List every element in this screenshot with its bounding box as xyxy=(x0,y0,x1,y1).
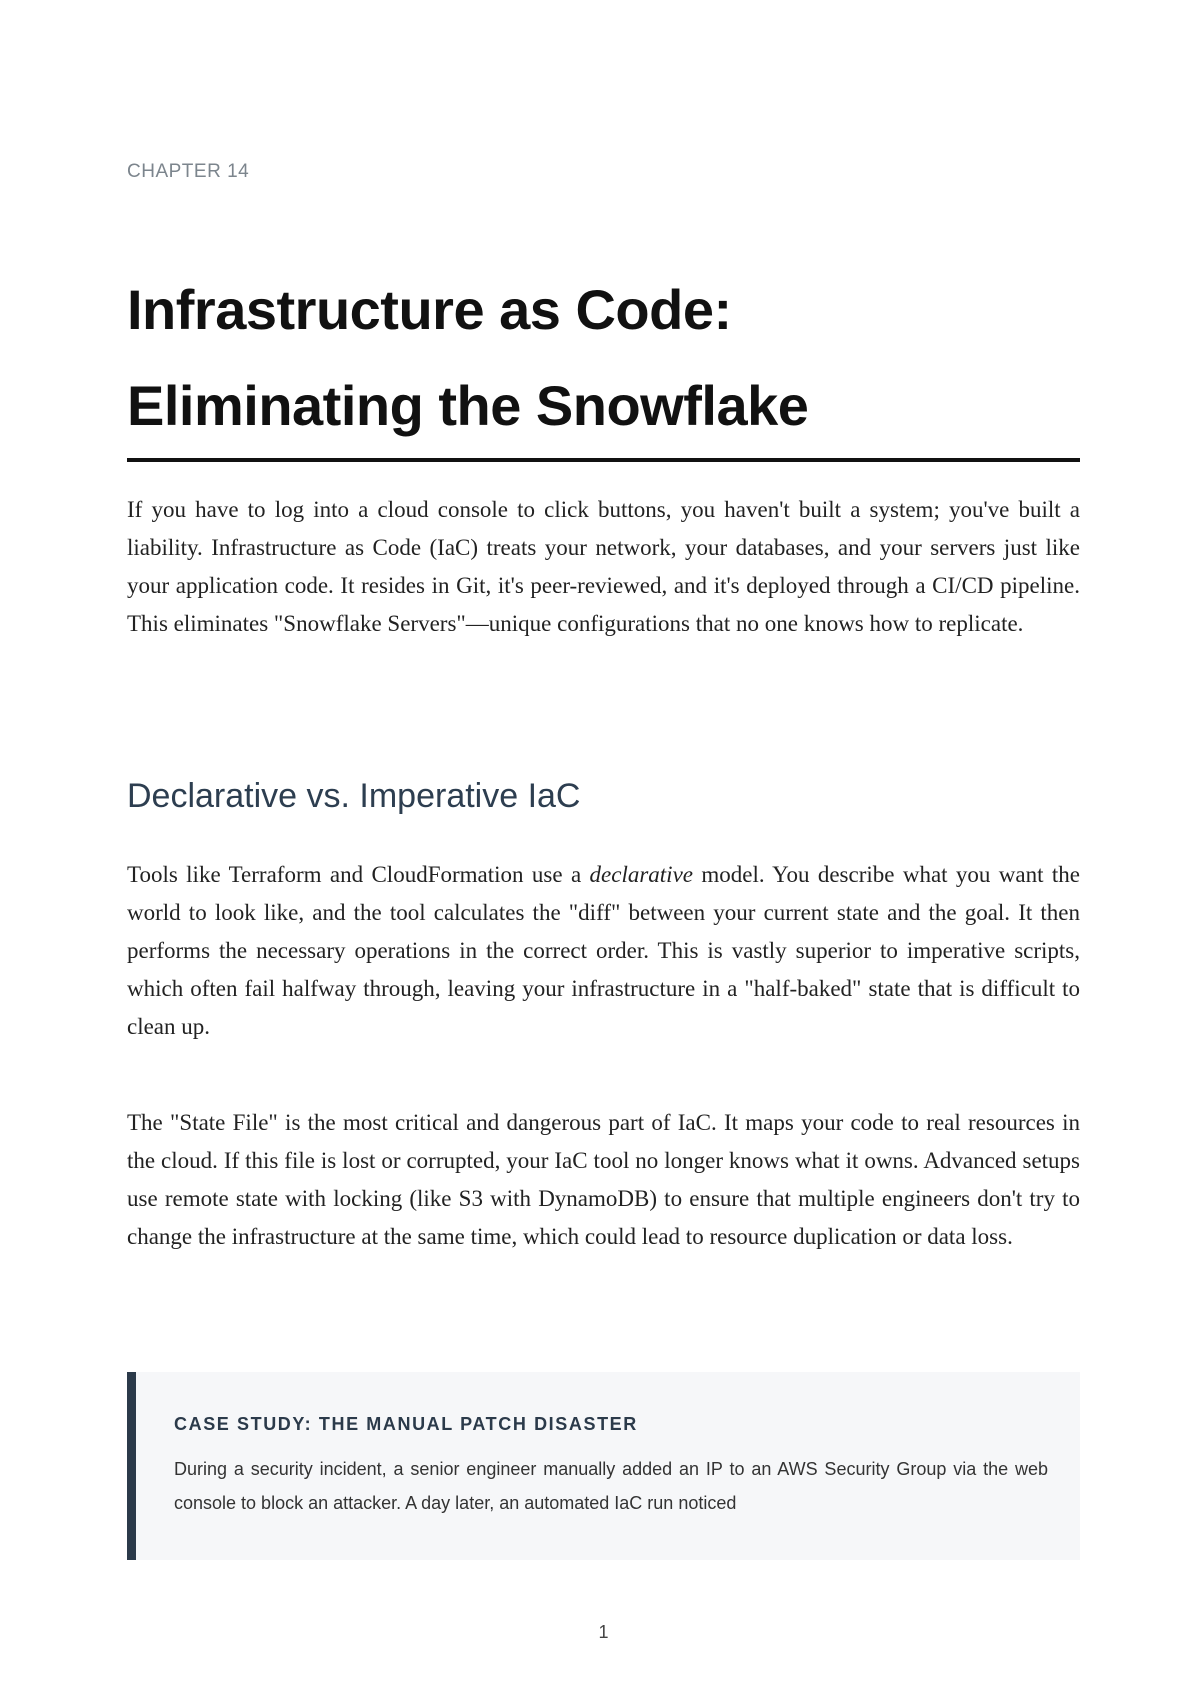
title-divider xyxy=(127,458,1080,462)
paragraph-state-file: The "State File" is the most critical and dangerous part of IaC. It maps your code to real resources in the cloud. If this file is lost or corrupted, your IaC tool no longer knows what it owns. Advanced setups use remote state with locking (like S3 with DynamoDB) to ensure that multiple engineers don't try to change the infrastructure at the same time, which could lead to resource duplication or data loss. xyxy=(127,1110,1080,1249)
paragraph-declarative-end: model. You describe what you want the world to look like, and the tool calculates the "diff" between your current state and the goal. It then performs the necessary operations in the correct order. This is vastly superior to imperative scripts, which often fail halfway through, leaving your infrastructure in a "half-baked" state that is difficult to clean up. xyxy=(127,862,1080,1039)
declarative-emphasis: declarative xyxy=(589,862,693,887)
paragraph-declarative xyxy=(127,856,1080,1046)
document-page xyxy=(127,0,1080,1696)
section-heading: Declarative vs. Imperative IaC xyxy=(127,777,581,815)
chapter-title-line-2: Eliminating the Snowflake xyxy=(127,374,809,437)
chapter-title-line-1: Infrastructure as Code: xyxy=(127,278,732,341)
page-number: 1 xyxy=(598,1622,609,1642)
case-study-text: During a security incident, a senior engineer manually added an IP to an AWS Security Group via the web console to block an attacker. A day later, an automated IaC run noticed xyxy=(174,1459,1048,1513)
chapter-title xyxy=(127,262,1080,454)
case-study-callout xyxy=(127,1372,1080,1560)
chapter-label: CHAPTER 14 xyxy=(127,161,250,182)
case-study-title: CASE STUDY: THE MANUAL PATCH DISASTER xyxy=(174,1414,638,1434)
intro-paragraph: If you have to log into a cloud console to click buttons, you haven't built a system; you've built a liability. Infrastructure as Code (IaC) treats your network, your databases, and your servers just like your application code. It resides in Git, it's peer-reviewed, and it's deployed through a CI/CD pipeline. This eliminates "Snowflake Servers"—unique configurations that no one knows how to replicate. xyxy=(127,497,1080,636)
paragraph-declarative-start: Tools like Terraform and CloudFormation use a xyxy=(127,862,590,887)
